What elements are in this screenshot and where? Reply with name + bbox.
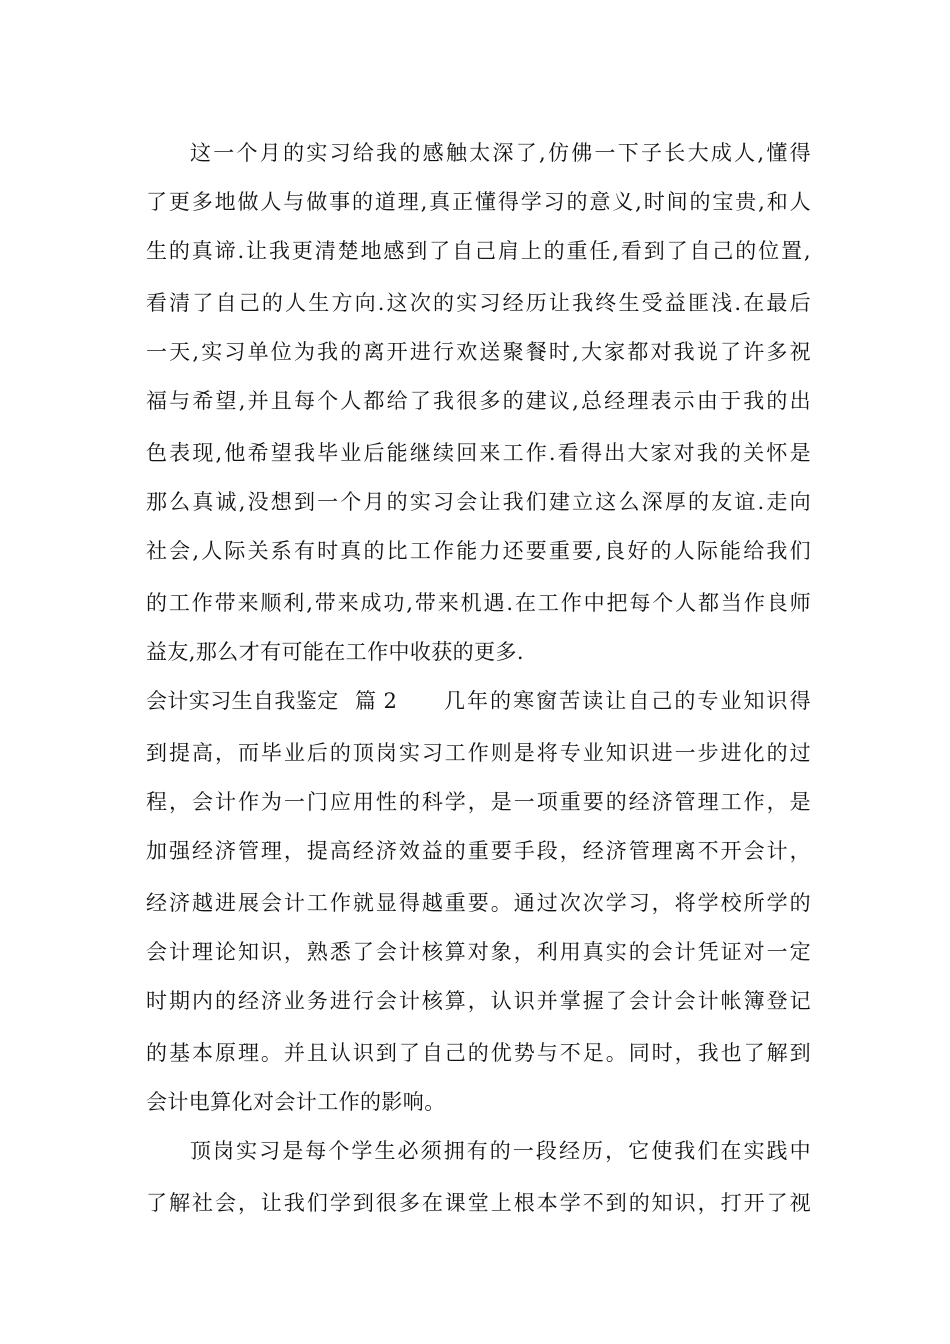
paragraph-3-line: 了解社会，让我们学到很多在课堂上根本学不到的知识，打开了视 (146, 1191, 811, 1215)
paragraph-2-line: 的基本原理。并且认识到了自己的优势与不足。同时，我也了解到 (146, 1041, 811, 1065)
paragraph-1-line: 社会,人际关系有时真的比工作能力还要重要,良好的人际能给我们 (146, 539, 811, 563)
paragraph-1-line: 一天,实习单位为我的离开进行欢送聚餐时,大家都对我说了许多祝 (146, 340, 811, 364)
paragraph-1-line: 色表现,他希望我毕业后能继续回来工作.看得出大家对我的关怀是 (146, 441, 811, 465)
section-heading: 会计实习生自我鉴定 (146, 689, 339, 713)
section-number: 篇 2 (355, 689, 398, 713)
paragraph-1-line: 那么真诚,没想到一个月的实习会让我们建立这么深厚的友谊.走向 (146, 490, 811, 514)
paragraph-1-line: 这一个月的实习给我的感触太深了,仿佛一下子长大成人,懂得 (190, 141, 811, 165)
paragraph-2-line: 会计理论知识，熟悉了会计核算对象，利用真实的会计凭证对一定 (146, 940, 811, 964)
paragraph-2-line: 加强经济管理，提高经济效益的重要手段，经济管理离不开会计， (146, 839, 811, 863)
paragraph-1-line: 福与希望,并且每个人都给了我很多的建议,总经理表示由于我的出 (146, 389, 811, 413)
paragraph-2-line: 时期内的经济业务进行会计核算，认识并掌握了会计会计帐簿登记 (146, 989, 811, 1013)
paragraph-1-line: 的工作带来顺利,带来成功,带来机遇.在工作中把每个人都当作良师 (146, 591, 811, 615)
paragraph-2-line: 经济越进展会计工作就显得越重要。通过次次学习，将学校所学的 (146, 891, 811, 915)
paragraph-2-line: 几年的寒窗苦读让自己的专业知识得 (444, 689, 811, 713)
paragraph-2-line: 到提高，而毕业后的顶岗实习工作则是将专业知识进一步进化的过 (146, 741, 811, 765)
paragraph-2-line: 程，会计作为一门应用性的科学，是一项重要的经济管理工作，是 (146, 790, 811, 814)
paragraph-3-line: 顶岗实习是每个学生必须拥有的一段经历，它使我们在实践中 (190, 1139, 811, 1163)
paragraph-1-line: 看清了自己的人生方向.这次的实习经历让我终生受益匪浅.在最后 (146, 291, 811, 315)
paragraph-1-line: 了更多地做人与做事的道理,真正懂得学习的意义,时间的宝贵,和人 (146, 190, 811, 214)
paragraph-1-line: 生的真谛.让我更清楚地感到了自己肩上的重任,看到了自己的位置, (146, 239, 811, 263)
paragraph-1-line: 益友,那么才有可能在工作中收获的更多. (146, 640, 524, 664)
paragraph-2-line: 会计电算化对会计工作的影响。 (146, 1090, 446, 1114)
